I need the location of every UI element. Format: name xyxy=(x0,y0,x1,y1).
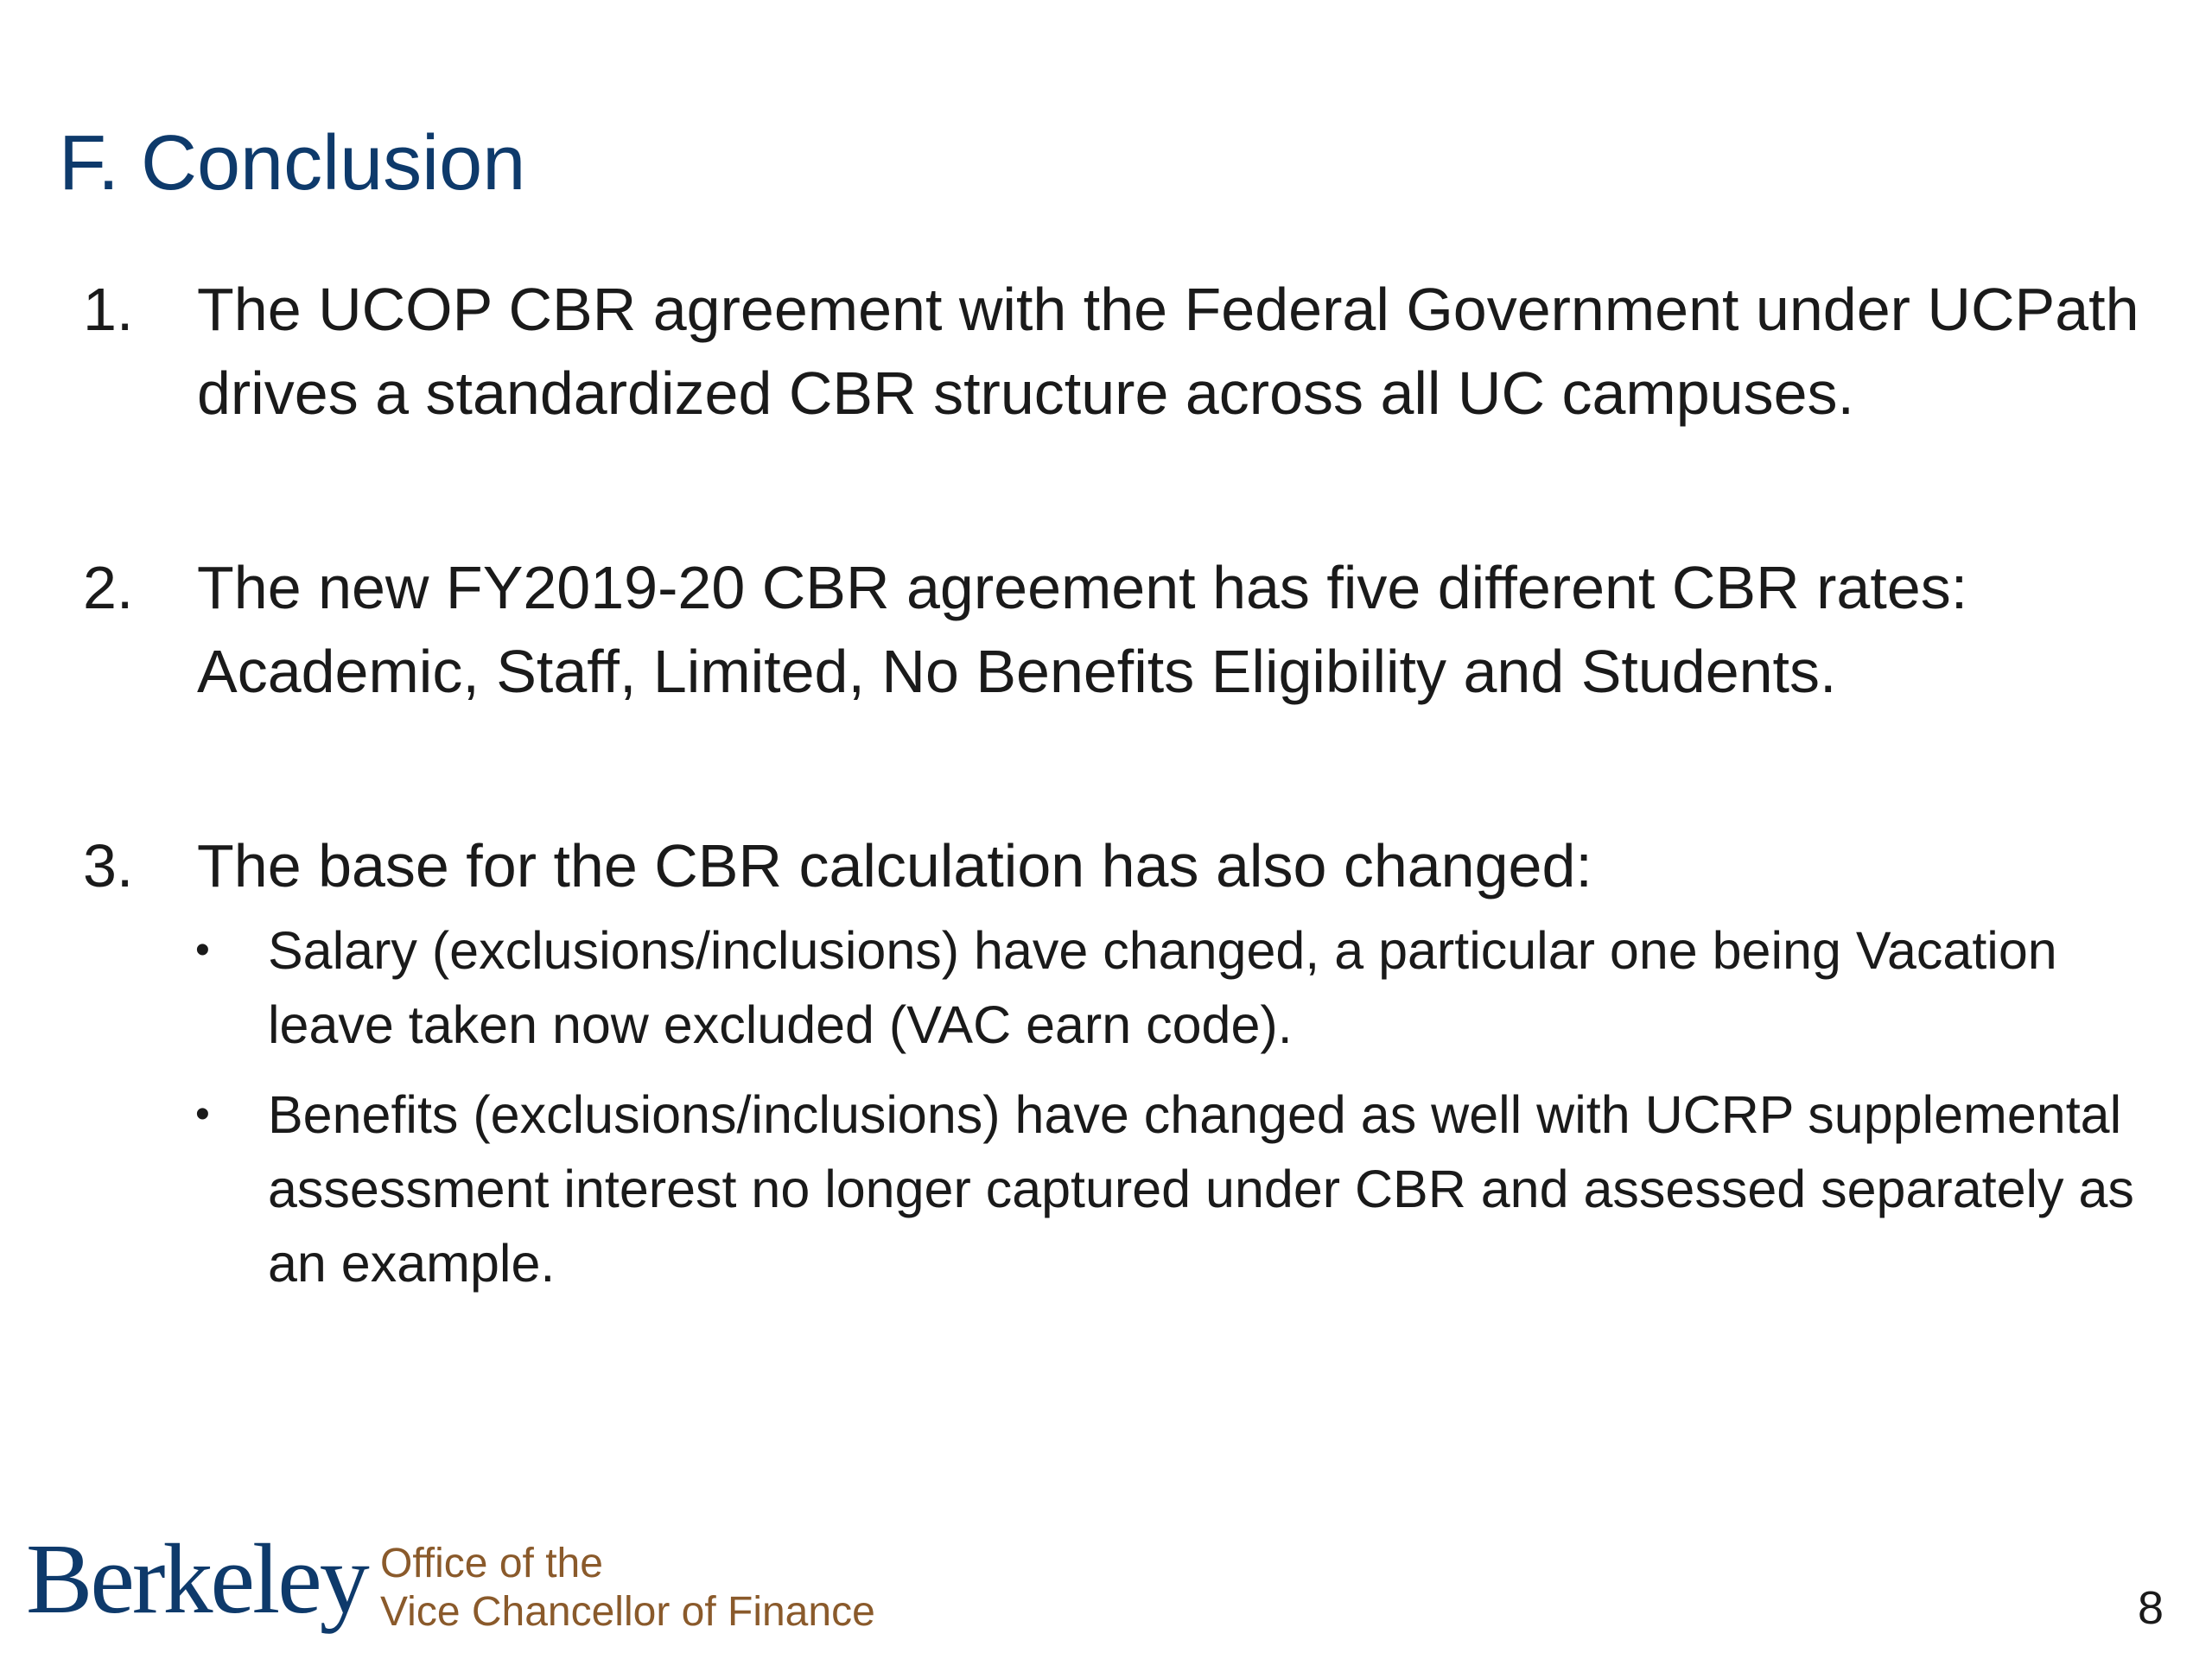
list-item-1 xyxy=(83,268,2139,435)
bullet-dot-icon: • xyxy=(195,927,210,973)
sub-bullet-list xyxy=(197,913,2139,1300)
list-item-3 xyxy=(83,824,2139,1300)
item-text: The base for the CBR calculation has also changed: xyxy=(197,832,1592,899)
item-text: The new FY2019-20 CBR agreement has five different CBR rates: Academic, Staff, Limited, No Benefits Eligibility and Students. xyxy=(197,554,1968,705)
berkeley-logo: Berkeley xyxy=(26,1524,367,1635)
sub-bullet-1 xyxy=(197,913,2139,1062)
item-text: The UCOP CBR agreement with the Federal Government under UCPath drives a standardized CBR structure across all UC campuses. xyxy=(197,276,2139,427)
item-number: 3. xyxy=(83,832,134,899)
office-name xyxy=(380,1540,875,1637)
list-item-2 xyxy=(83,546,2139,714)
bullet-text: Benefits (exclusions/inclusions) have changed as well with UCRP supplemental assessment interest no longer captured under CBR and assessed separately as an example. xyxy=(268,1085,2134,1293)
slide-title: F. Conclusion xyxy=(59,120,526,207)
bullet-dot-icon: • xyxy=(195,1091,210,1137)
office-line-1: Office of the xyxy=(380,1541,603,1586)
conclusion-list xyxy=(83,268,2139,1300)
item-number: 2. xyxy=(83,554,134,621)
page-number: 8 xyxy=(2137,1582,2164,1634)
item-number: 1. xyxy=(83,276,134,343)
office-line-2: Vice Chancellor of Finance xyxy=(380,1589,875,1635)
sub-bullet-2 xyxy=(197,1077,2139,1300)
bullet-text: Salary (exclusions/inclusions) have changed, a particular one being Vacation leave taken now excluded (VAC earn code). xyxy=(268,921,2057,1054)
